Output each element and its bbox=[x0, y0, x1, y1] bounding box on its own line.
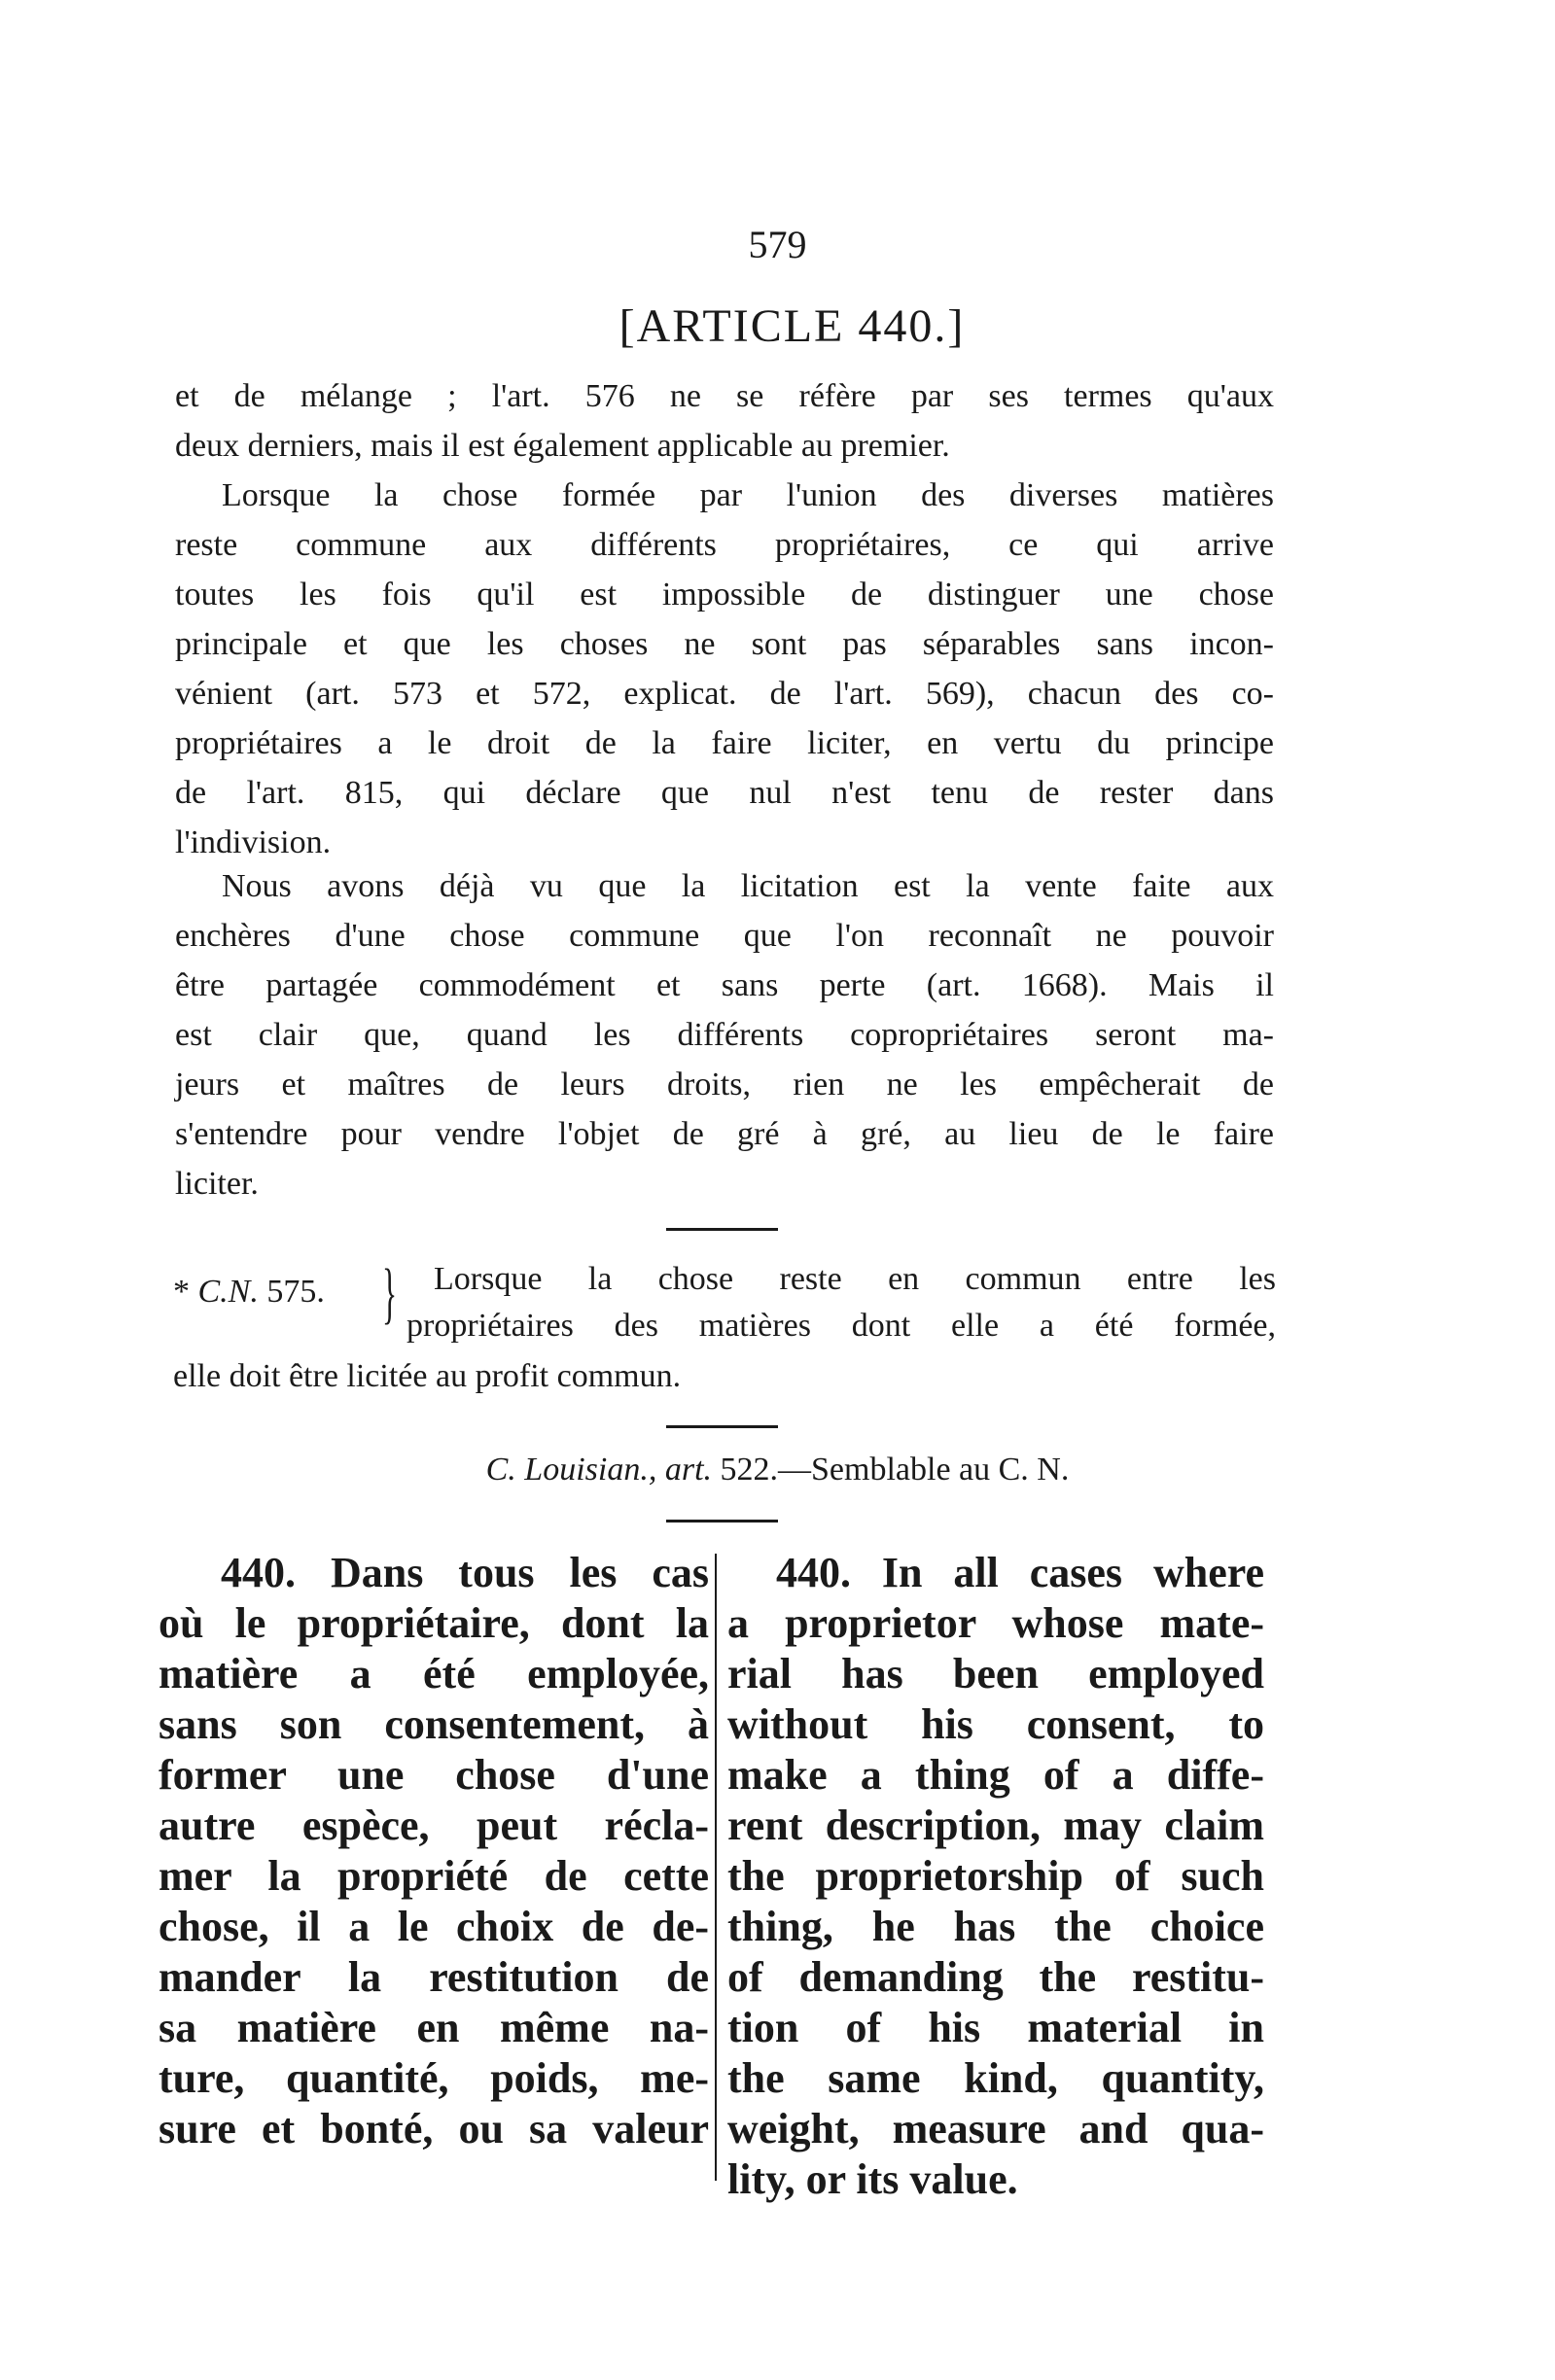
article-text-english bbox=[727, 1548, 1264, 2205]
text-line: rial has been employed bbox=[727, 1650, 1264, 1698]
text-line: thing, he has the choice bbox=[727, 1903, 1264, 1950]
section-divider bbox=[666, 1520, 778, 1522]
text-line: de l'art. 815, qui déclare que nul n'est tenu de rester dans bbox=[175, 775, 1274, 811]
text-line: toutes les fois qu'il est impossible de distinguer une chose bbox=[175, 577, 1274, 612]
text-line: s'entendre pour vendre l'objet de gré à gré, au lieu de le faire bbox=[175, 1116, 1274, 1152]
text-line: a proprietor whose mate- bbox=[727, 1599, 1264, 1647]
text-line: jeurs et maîtres de leurs droits, rien ne les empêcherait de bbox=[175, 1067, 1274, 1102]
text-line: Nous avons déjà vu que la licitation est la vente faite aux bbox=[222, 868, 1274, 904]
text-line: former une chose d'une bbox=[159, 1751, 709, 1799]
text-line: liciter. bbox=[175, 1166, 259, 1202]
article-heading: [ARTICLE 440.] bbox=[618, 300, 966, 352]
commentary-paragraph-1 bbox=[175, 371, 1274, 471]
page-number: 579 bbox=[748, 223, 807, 266]
text-line: mander la restitution de bbox=[159, 1953, 709, 2001]
text-line: principale et que les choses ne sont pas séparables sans incon- bbox=[175, 626, 1274, 662]
text-line: make a thing of a diffe- bbox=[727, 1751, 1264, 1799]
text-line: weight, measure and qua- bbox=[727, 2105, 1264, 2152]
code-napoleon-article-number: 575. bbox=[258, 1274, 325, 1310]
column-divider bbox=[715, 1554, 717, 2181]
text-line: l'indivision. bbox=[175, 824, 332, 860]
text-line: lity, or its value. bbox=[727, 2155, 1018, 2203]
text-line: of demanding the restitu- bbox=[727, 1953, 1264, 2001]
code-napoleon-reference bbox=[173, 1274, 325, 1311]
text-line: est clair que, quand les différents copropriétaires seront ma- bbox=[175, 1017, 1274, 1053]
footnote-star: * bbox=[173, 1274, 198, 1310]
louisiana-text: 522.—Semblable au C. N. bbox=[712, 1452, 1070, 1488]
text-line: enchères d'une chose commune que l'on reconnaît ne pouvoir bbox=[175, 918, 1274, 954]
louisiana-code-note bbox=[0, 1452, 1555, 1488]
code-napoleon-abbrev: C.N. bbox=[197, 1274, 259, 1310]
text-line: autre espèce, peut récla- bbox=[159, 1802, 709, 1849]
text-line: 440. In all cases where bbox=[776, 1549, 1264, 1596]
commentary-paragraph-3 bbox=[175, 861, 1274, 1208]
text-line: elle doit être licitée au profit commun. bbox=[173, 1358, 682, 1394]
text-line: ture, quantité, poids, me- bbox=[159, 2054, 709, 2102]
text-line: the same kind, quantity, bbox=[727, 2054, 1264, 2102]
text-line: propriétaires des matières dont elle a été formée, bbox=[406, 1308, 1276, 1344]
text-line: chose, il a le choix de de- bbox=[159, 1903, 709, 1950]
text-line: deux derniers, mais il est également applicable au premier. bbox=[175, 428, 950, 464]
section-divider bbox=[666, 1228, 778, 1231]
commentary-paragraph-2 bbox=[175, 471, 1274, 867]
text-line: sa matière en même na- bbox=[159, 2004, 709, 2051]
text-line: without his consent, to bbox=[727, 1700, 1264, 1748]
text-line: reste commune aux différents propriétaires, ce qui arrive bbox=[175, 527, 1274, 563]
text-line: vénient (art. 573 et 572, explicat. de l'art. 569), chacun des co- bbox=[175, 676, 1274, 712]
text-line: the proprietorship of such bbox=[727, 1852, 1264, 1900]
text-line: 440. Dans tous les cas bbox=[221, 1549, 709, 1596]
brace-glyph: } bbox=[382, 1256, 398, 1331]
text-line: rent description, may claim bbox=[727, 1802, 1264, 1849]
text-line: mer la propriété de cette bbox=[159, 1852, 709, 1900]
text-line: être partagée commodément et sans perte (art. 1668). Mais il bbox=[175, 967, 1274, 1003]
text-line: propriétaires a le droit de la faire liciter, en vertu du principe bbox=[175, 725, 1274, 761]
article-text-french bbox=[159, 1548, 709, 2154]
text-line: sans son consentement, à bbox=[159, 1700, 709, 1748]
text-line: matière a été employée, bbox=[159, 1650, 709, 1698]
text-line: tion of his material in bbox=[727, 2004, 1264, 2051]
text-line: sure et bonté, ou sa valeur bbox=[159, 2105, 709, 2152]
text-line: Lorsque la chose formée par l'union des diverses matières bbox=[222, 477, 1274, 513]
text-line: et de mélange ; l'art. 576 ne se réfère par ses termes qu'aux bbox=[175, 378, 1274, 414]
text-line: Lorsque la chose reste en commun entre les bbox=[434, 1261, 1276, 1297]
text-line: où le propriétaire, dont la bbox=[159, 1599, 709, 1647]
louisiana-reference: C. Louisian., art. bbox=[485, 1452, 713, 1488]
section-divider bbox=[666, 1425, 778, 1428]
